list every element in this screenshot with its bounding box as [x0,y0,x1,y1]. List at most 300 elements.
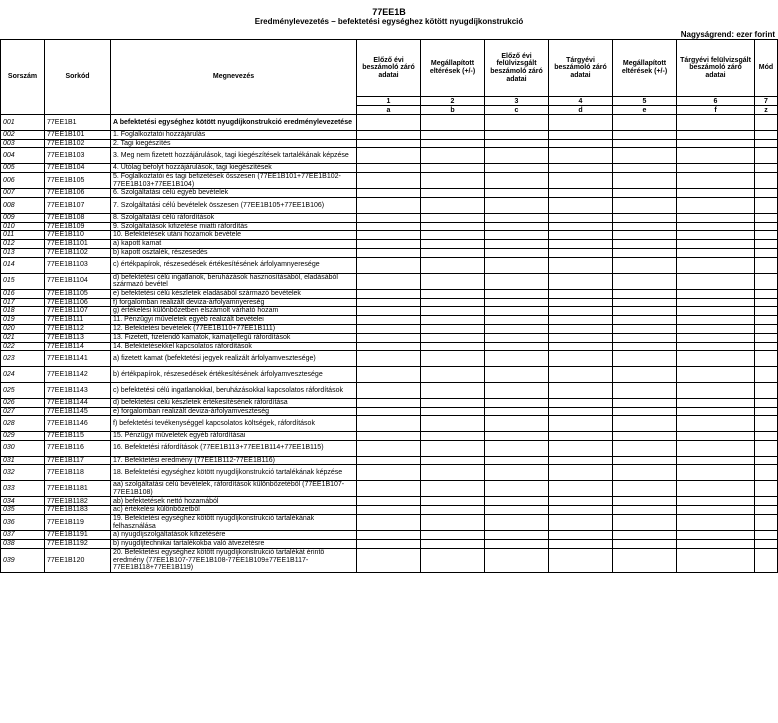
value-cell[interactable] [421,497,485,506]
value-cell[interactable] [755,506,778,515]
value-cell[interactable] [357,367,421,383]
value-cell[interactable] [755,456,778,465]
value-cell[interactable] [613,548,677,572]
value-cell[interactable] [421,407,485,416]
value-cell[interactable] [755,351,778,367]
value-cell[interactable] [755,440,778,456]
row-number: 024 [1,367,45,383]
value-cell[interactable] [485,130,549,139]
value-cell[interactable] [357,531,421,540]
value-cell[interactable] [485,197,549,213]
value-cell[interactable] [613,440,677,456]
table-row [1,222,778,231]
value-cell[interactable] [421,248,485,257]
value-cell[interactable] [357,231,421,240]
value-cell[interactable] [755,342,778,351]
value-cell[interactable] [485,257,549,273]
value-cell[interactable] [613,148,677,164]
value-cell[interactable] [485,351,549,367]
value-cell[interactable] [677,231,755,240]
value-cell[interactable] [677,351,755,367]
value-cell[interactable] [755,333,778,342]
value-cell[interactable] [677,273,755,289]
value-cell[interactable] [421,298,485,307]
value-cell[interactable] [421,465,485,481]
value-cell[interactable] [755,257,778,273]
value-cell[interactable] [677,548,755,572]
value-cell[interactable] [613,213,677,222]
col-number: 6 [677,97,755,106]
value-cell[interactable] [613,130,677,139]
value-cell[interactable] [549,548,613,572]
value-cell[interactable] [485,432,549,441]
value-cell[interactable] [755,189,778,198]
value-cell[interactable] [357,164,421,173]
value-cell[interactable] [677,324,755,333]
value-cell[interactable] [485,456,549,465]
value-cell[interactable] [549,416,613,432]
value-cell[interactable] [421,540,485,549]
value-cell[interactable] [549,164,613,173]
value-cell[interactable] [485,465,549,481]
value-cell[interactable] [755,172,778,188]
value-cell[interactable] [357,213,421,222]
value-cell[interactable] [755,382,778,398]
value-cell[interactable] [421,456,485,465]
value-cell[interactable] [613,333,677,342]
value-cell[interactable] [549,342,613,351]
value-cell[interactable] [485,440,549,456]
table-row [1,342,778,351]
value-cell[interactable] [485,506,549,515]
value-cell[interactable] [421,172,485,188]
value-cell[interactable] [613,139,677,148]
value-cell[interactable] [549,324,613,333]
value-cell[interactable] [549,289,613,298]
value-cell[interactable] [613,197,677,213]
value-cell[interactable] [485,333,549,342]
value-cell[interactable] [613,324,677,333]
value-cell[interactable] [549,139,613,148]
value-cell[interactable] [549,148,613,164]
value-cell[interactable] [421,148,485,164]
value-cell[interactable] [613,407,677,416]
value-cell[interactable] [485,416,549,432]
value-cell[interactable] [421,333,485,342]
value-cell[interactable] [421,189,485,198]
value-cell[interactable] [421,289,485,298]
value-cell[interactable] [421,432,485,441]
value-cell[interactable] [677,115,755,131]
value-cell[interactable] [677,257,755,273]
value-cell[interactable] [357,342,421,351]
value-cell[interactable] [549,130,613,139]
value-cell[interactable] [613,342,677,351]
value-cell[interactable] [549,197,613,213]
value-cell[interactable] [755,416,778,432]
value-cell[interactable] [485,213,549,222]
value-cell[interactable] [485,148,549,164]
value-cell[interactable] [357,407,421,416]
value-cell[interactable] [677,440,755,456]
value-cell[interactable] [421,515,485,531]
value-cell[interactable] [755,465,778,481]
value-cell[interactable] [677,382,755,398]
value-cell[interactable] [677,540,755,549]
value-cell[interactable] [613,240,677,249]
value-cell[interactable] [755,398,778,407]
value-cell[interactable] [357,440,421,456]
value-cell[interactable] [677,316,755,325]
value-cell[interactable] [357,307,421,316]
row-code: 77EE1B120 [45,548,111,572]
value-cell[interactable] [677,213,755,222]
value-cell[interactable] [755,273,778,289]
row-number: 016 [1,289,45,298]
value-cell[interactable] [755,298,778,307]
value-cell[interactable] [755,139,778,148]
value-cell[interactable] [613,189,677,198]
value-cell[interactable] [755,115,778,131]
value-cell[interactable] [677,222,755,231]
row-label: a) fizetett kamat (befektetési jegyek realizált árfolyamvesztesége) [111,351,357,367]
value-cell[interactable] [485,115,549,131]
value-cell[interactable] [421,382,485,398]
value-cell[interactable] [485,531,549,540]
value-cell[interactable] [421,398,485,407]
value-cell[interactable] [613,172,677,188]
value-cell[interactable] [357,298,421,307]
header-row [1,40,778,97]
value-cell[interactable] [357,130,421,139]
header-col-6: Tárgyévi felülvizsgált beszámoló záró adatai [677,40,755,97]
value-cell[interactable] [755,407,778,416]
value-cell[interactable] [357,548,421,572]
value-cell[interactable] [549,298,613,307]
value-cell[interactable] [613,382,677,398]
value-cell[interactable] [549,497,613,506]
value-cell[interactable] [677,398,755,407]
value-cell[interactable] [677,148,755,164]
value-cell[interactable] [421,164,485,173]
value-cell[interactable] [549,213,613,222]
value-cell[interactable] [357,465,421,481]
value-cell[interactable] [421,416,485,432]
value-cell[interactable] [549,257,613,273]
value-cell[interactable] [755,248,778,257]
row-code: 77EE1B1107 [45,307,111,316]
value-cell[interactable] [357,240,421,249]
row-label: 5. Foglalkoztatói és tagi befizetések összesen (77EE1B101+77EE1B102-77EE1B103+77EE1B104) [111,172,357,188]
value-cell[interactable] [677,130,755,139]
value-cell[interactable] [755,289,778,298]
value-cell[interactable] [755,148,778,164]
value-cell[interactable] [549,456,613,465]
value-cell[interactable] [485,139,549,148]
value-cell[interactable] [677,164,755,173]
value-cell[interactable] [485,548,549,572]
value-cell[interactable] [357,248,421,257]
value-cell[interactable] [421,222,485,231]
value-cell[interactable] [613,231,677,240]
value-cell[interactable] [357,257,421,273]
value-cell[interactable] [357,324,421,333]
value-cell[interactable] [549,481,613,497]
value-cell[interactable] [613,307,677,316]
value-cell[interactable] [755,130,778,139]
value-cell[interactable] [755,316,778,325]
value-cell[interactable] [485,324,549,333]
value-cell[interactable] [613,497,677,506]
value-cell[interactable] [485,298,549,307]
value-cell[interactable] [549,248,613,257]
value-cell[interactable] [755,307,778,316]
value-cell[interactable] [677,367,755,383]
value-cell[interactable] [357,481,421,497]
value-cell[interactable] [357,497,421,506]
value-cell[interactable] [357,148,421,164]
row-number: 005 [1,164,45,173]
value-cell[interactable] [613,465,677,481]
value-cell[interactable] [549,531,613,540]
value-cell[interactable] [421,273,485,289]
value-cell[interactable] [357,506,421,515]
value-cell[interactable] [357,382,421,398]
value-cell[interactable] [421,130,485,139]
value-cell[interactable] [357,115,421,131]
value-cell[interactable] [613,515,677,531]
row-number: 011 [1,231,45,240]
value-cell[interactable] [755,324,778,333]
value-cell[interactable] [549,189,613,198]
value-cell[interactable] [549,240,613,249]
value-cell[interactable] [421,213,485,222]
value-cell[interactable] [549,351,613,367]
row-code: 77EE1B1106 [45,298,111,307]
value-cell[interactable] [485,248,549,257]
value-cell[interactable] [613,531,677,540]
value-cell[interactable] [549,316,613,325]
value-cell[interactable] [357,222,421,231]
value-cell[interactable] [613,432,677,441]
row-number: 036 [1,515,45,531]
value-cell[interactable] [677,456,755,465]
value-cell[interactable] [755,164,778,173]
value-cell[interactable] [357,515,421,531]
value-cell[interactable] [755,432,778,441]
value-cell[interactable] [677,506,755,515]
value-cell[interactable] [613,481,677,497]
income-statement-table [0,39,778,573]
value-cell[interactable] [613,351,677,367]
value-cell[interactable] [677,307,755,316]
value-cell[interactable] [357,416,421,432]
table-row [1,316,778,325]
value-cell[interactable] [485,342,549,351]
value-cell[interactable] [485,307,549,316]
value-cell[interactable] [421,324,485,333]
table-row [1,456,778,465]
value-cell[interactable] [421,316,485,325]
value-cell[interactable] [549,515,613,531]
value-cell[interactable] [677,248,755,257]
value-cell[interactable] [485,497,549,506]
value-cell[interactable] [677,407,755,416]
value-cell[interactable] [357,432,421,441]
value-cell[interactable] [485,172,549,188]
value-cell[interactable] [421,257,485,273]
value-cell[interactable] [549,333,613,342]
value-cell[interactable] [485,289,549,298]
table-row [1,115,778,131]
value-cell[interactable] [357,273,421,289]
value-cell[interactable] [613,298,677,307]
value-cell[interactable] [755,231,778,240]
table-row [1,465,778,481]
value-cell[interactable] [677,531,755,540]
value-cell[interactable] [677,465,755,481]
value-cell[interactable] [677,481,755,497]
value-cell[interactable] [485,382,549,398]
value-cell[interactable] [421,440,485,456]
value-cell[interactable] [357,316,421,325]
value-cell[interactable] [549,307,613,316]
value-cell[interactable] [549,382,613,398]
value-cell[interactable] [613,222,677,231]
value-cell[interactable] [755,240,778,249]
value-cell[interactable] [755,367,778,383]
value-cell[interactable] [357,289,421,298]
value-cell[interactable] [485,231,549,240]
value-cell[interactable] [421,506,485,515]
value-cell[interactable] [357,351,421,367]
value-cell[interactable] [421,307,485,316]
value-cell[interactable] [549,273,613,289]
value-cell[interactable] [677,189,755,198]
value-cell[interactable] [755,481,778,497]
value-cell[interactable] [549,465,613,481]
value-cell[interactable] [549,398,613,407]
value-cell[interactable] [677,515,755,531]
value-cell[interactable] [613,540,677,549]
value-cell[interactable] [357,456,421,465]
value-cell[interactable] [549,407,613,416]
value-cell[interactable] [549,506,613,515]
value-cell[interactable] [421,139,485,148]
value-cell[interactable] [613,506,677,515]
value-cell[interactable] [485,316,549,325]
value-cell[interactable] [613,248,677,257]
value-cell[interactable] [549,172,613,188]
value-cell[interactable] [613,398,677,407]
form-code: 77EE1B [372,7,406,17]
value-cell[interactable] [485,189,549,198]
value-cell[interactable] [485,407,549,416]
value-cell[interactable] [357,189,421,198]
row-label: 14. Befektetésekkel kapcsolatos ráfordítások [111,342,357,351]
value-cell[interactable] [549,231,613,240]
value-cell[interactable] [613,115,677,131]
row-label: ac) értékelési különbözetből [111,506,357,515]
value-cell[interactable] [613,257,677,273]
value-cell[interactable] [357,333,421,342]
value-cell[interactable] [677,197,755,213]
value-cell[interactable] [755,213,778,222]
value-cell[interactable] [677,497,755,506]
value-cell[interactable] [677,139,755,148]
value-cell[interactable] [357,172,421,188]
value-cell[interactable] [677,298,755,307]
value-cell[interactable] [755,531,778,540]
value-cell[interactable] [421,342,485,351]
value-cell[interactable] [613,273,677,289]
value-cell[interactable] [485,367,549,383]
value-cell[interactable] [485,273,549,289]
value-cell[interactable] [677,416,755,432]
value-cell[interactable] [357,197,421,213]
value-cell[interactable] [755,548,778,572]
value-cell[interactable] [613,456,677,465]
value-cell[interactable] [677,342,755,351]
table-row [1,139,778,148]
value-cell[interactable] [357,139,421,148]
value-cell[interactable] [485,164,549,173]
value-cell[interactable] [485,481,549,497]
value-cell[interactable] [613,416,677,432]
value-cell[interactable] [549,115,613,131]
value-cell[interactable] [755,497,778,506]
table-row [1,248,778,257]
value-cell[interactable] [677,289,755,298]
value-cell[interactable] [755,197,778,213]
value-cell[interactable] [421,197,485,213]
row-number: 027 [1,407,45,416]
value-cell[interactable] [613,164,677,173]
value-cell[interactable] [677,172,755,188]
value-cell[interactable] [549,222,613,231]
value-cell[interactable] [613,289,677,298]
value-cell[interactable] [485,515,549,531]
value-cell[interactable] [613,316,677,325]
value-cell[interactable] [421,115,485,131]
value-cell[interactable] [357,540,421,549]
value-cell[interactable] [755,515,778,531]
value-cell[interactable] [485,398,549,407]
value-cell[interactable] [421,231,485,240]
value-cell[interactable] [421,548,485,572]
value-cell[interactable] [485,240,549,249]
value-cell[interactable] [677,240,755,249]
value-cell[interactable] [485,540,549,549]
value-cell[interactable] [549,367,613,383]
value-cell[interactable] [677,333,755,342]
value-cell[interactable] [421,481,485,497]
value-cell[interactable] [357,398,421,407]
value-cell[interactable] [549,540,613,549]
value-cell[interactable] [421,240,485,249]
value-cell[interactable] [549,440,613,456]
value-cell[interactable] [421,367,485,383]
value-cell[interactable] [613,367,677,383]
value-cell[interactable] [755,540,778,549]
value-cell[interactable] [485,222,549,231]
value-cell[interactable] [421,351,485,367]
value-cell[interactable] [677,432,755,441]
value-cell[interactable] [755,222,778,231]
value-cell[interactable] [549,432,613,441]
value-cell[interactable] [421,531,485,540]
row-number: 037 [1,531,45,540]
